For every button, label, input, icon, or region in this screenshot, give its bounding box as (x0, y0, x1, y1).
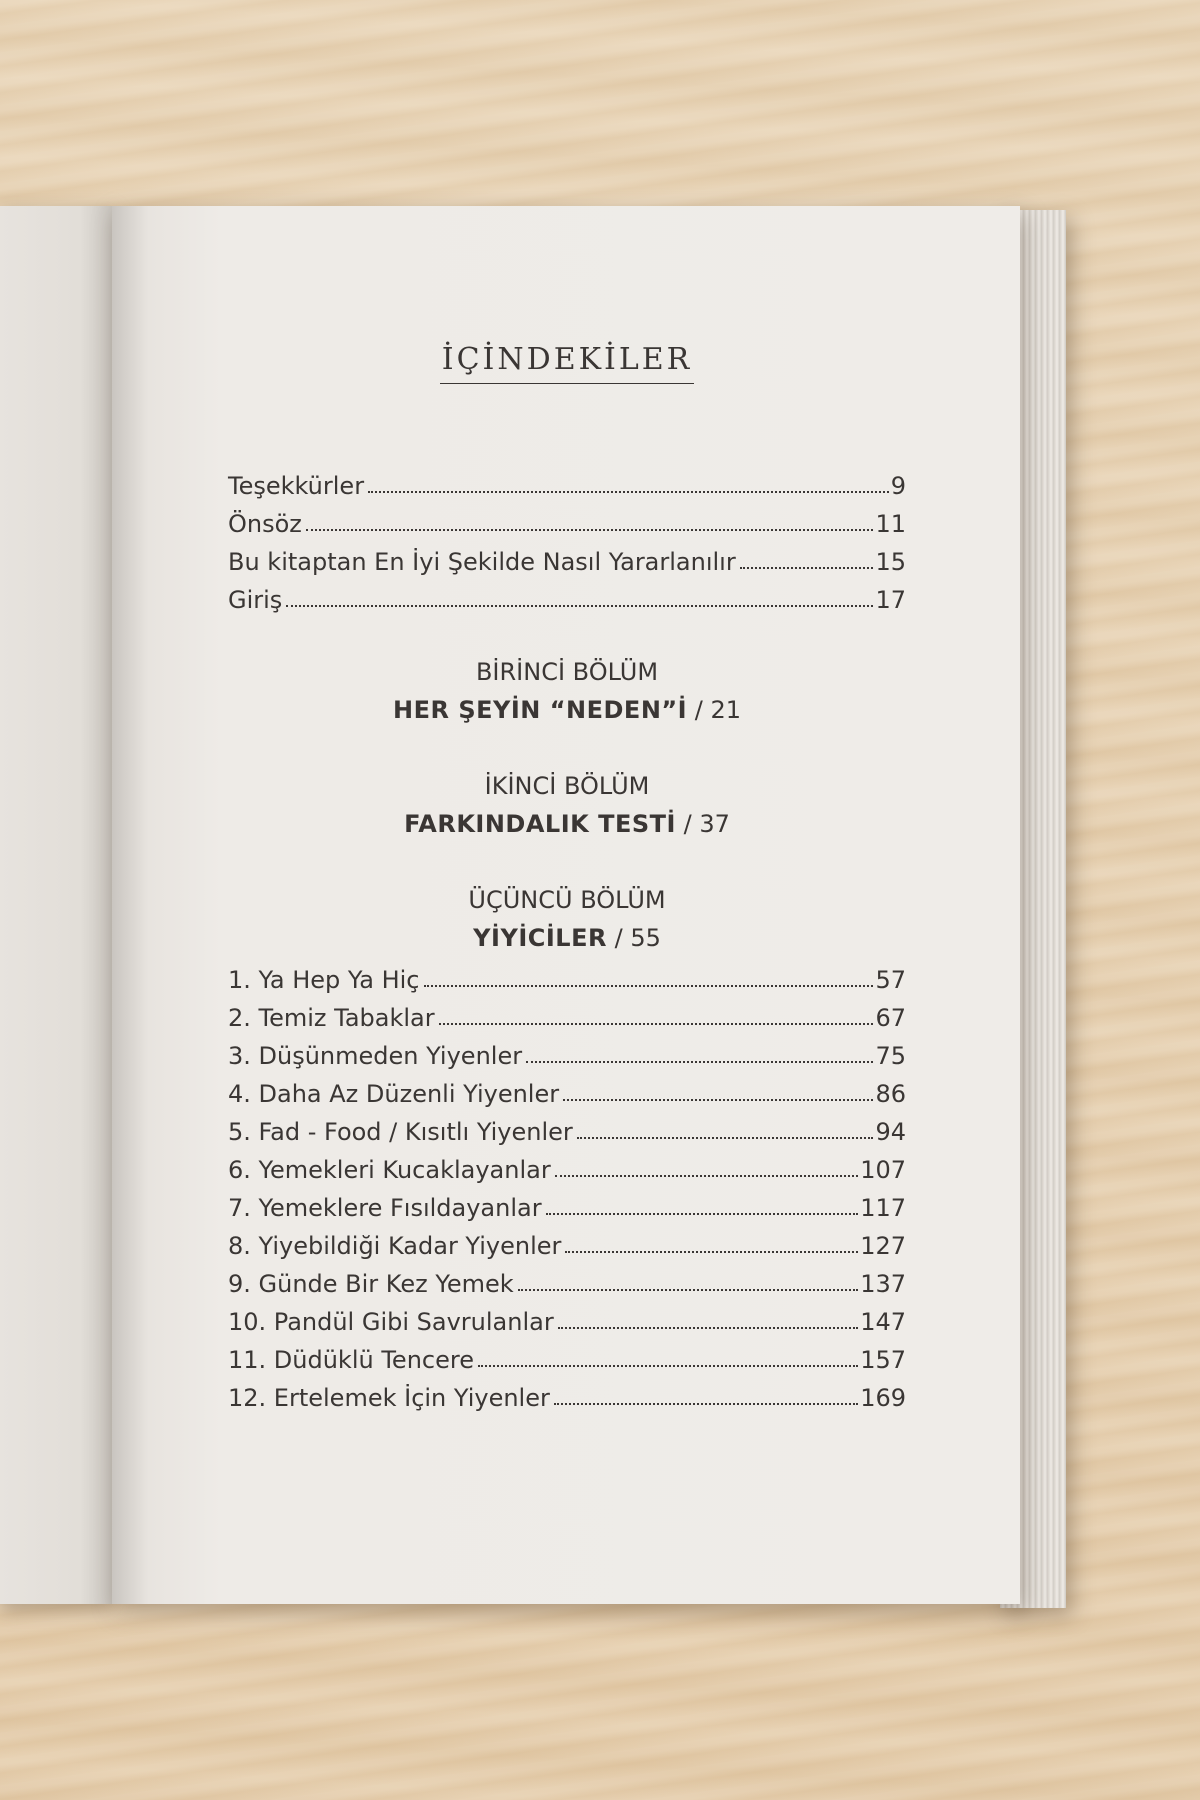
section-title: YİYİCİLER / 55 (473, 924, 661, 952)
toc-entry: Giriş 17 (228, 586, 906, 614)
toc-entry: Bu kitaptan En İyi Şekilde Nasıl Yararlanılır 15 (228, 548, 906, 576)
toc-entry: 2. Temiz Tabaklar 67 (228, 1004, 906, 1032)
toc-entry: 6. Yemekleri Kucaklayanlar 107 (228, 1156, 906, 1184)
section-heading: İKİNCİ BÖLÜM (484, 772, 650, 800)
toc-entry: 3. Düşünmeden Yiyenler 75 (228, 1042, 906, 1070)
toc-entry: Önsöz 11 (228, 510, 906, 538)
toc-entry: 11. Düdüklü Tencere 157 (228, 1346, 906, 1374)
toc-entry: 7. Yemeklere Fısıldayanlar 117 (228, 1194, 906, 1222)
toc-title: İÇİNDEKİLER (228, 342, 906, 384)
table-of-contents (228, 0, 906, 1800)
toc-entry: 10. Pandül Gibi Savrulanlar 147 (228, 1308, 906, 1336)
section-title: HER ŞEYİN “NEDEN”İ / 21 (393, 696, 741, 724)
toc-entry: 9. Günde Bir Kez Yemek 137 (228, 1270, 906, 1298)
section-heading: BİRİNCİ BÖLÜM (475, 658, 659, 686)
toc-entry: 1. Ya Hep Ya Hiç 57 (228, 966, 906, 994)
section-heading: ÜÇÜNCÜ BÖLÜM (468, 886, 666, 914)
toc-entry: 4. Daha Az Düzenli Yiyenler 86 (228, 1080, 906, 1108)
section-title: FARKINDALIK TESTİ / 37 (404, 810, 730, 838)
toc-entry: 8. Yiyebildiği Kadar Yiyenler 127 (228, 1232, 906, 1260)
toc-entry: 5. Fad - Food / Kısıtlı Yiyenler 94 (228, 1118, 906, 1146)
left-page (0, 206, 114, 1604)
toc-entry: 12. Ertelemek İçin Yiyenler 169 (228, 1384, 906, 1412)
toc-entry: Teşekkürler 9 (228, 472, 906, 500)
